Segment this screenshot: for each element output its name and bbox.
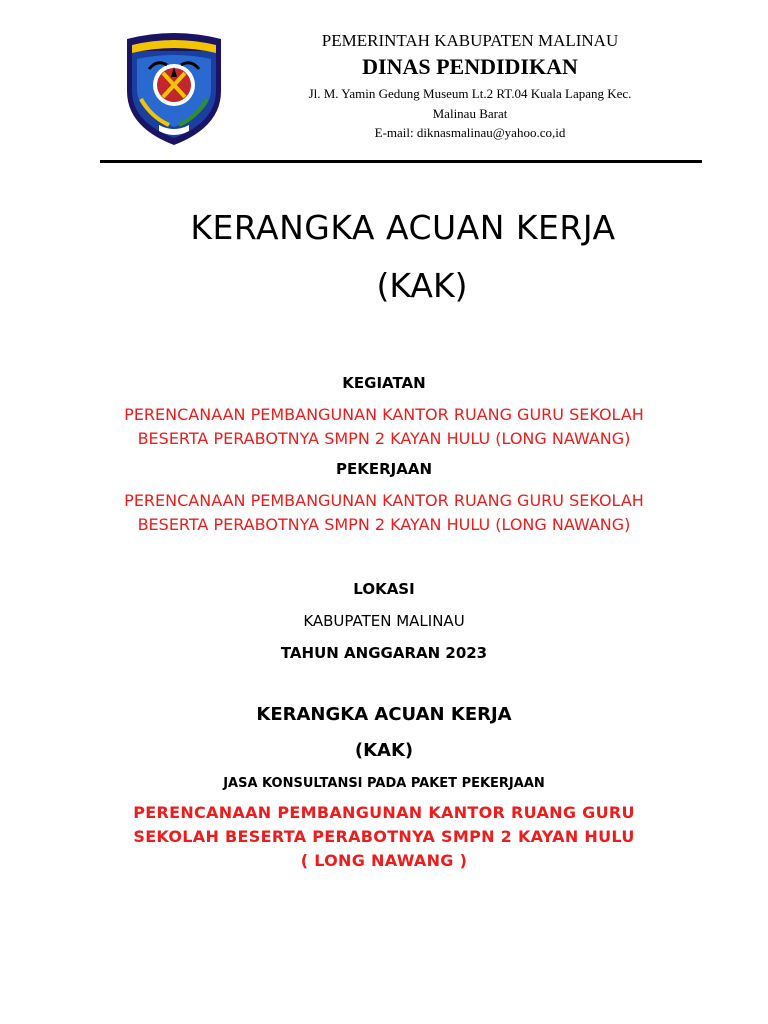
pekerjaan-text	[0, 489, 768, 537]
document-title-abbrev: (KAK)	[376, 266, 468, 305]
address	[250, 84, 690, 124]
paket-line-3: ( LONG NAWANG )	[300, 851, 468, 870]
kegiatan-line-1: PERENCANAAN PEMBANGUNAN KANTOR RUANG GURU SEKOLAH	[124, 405, 644, 424]
address-line-1: Jl. M. Yamin Gedung Museum Lt.2 RT.04 Kuala Lapang Kec.	[308, 86, 632, 101]
pekerjaan-label: PEKERJAAN	[335, 460, 432, 478]
government-name: PEMERINTAH KABUPATEN MALINAU	[321, 31, 619, 50]
pekerjaan-line-2: BESERTA PERABOTNYA SMPN 2 KAYAN HULU (LONG NAWANG)	[137, 515, 631, 534]
document-title: KERANGKA ACUAN KERJA	[190, 208, 616, 247]
kegiatan-label: KEGIATAN	[342, 374, 426, 392]
letterhead	[250, 30, 690, 141]
kak-heading: KERANGKA ACUAN KERJA	[256, 704, 512, 725]
paket-line-2: SEKOLAH BESERTA PERABOTNYA SMPN 2 KAYAN HULU	[133, 827, 635, 846]
lokasi-value: KABUPATEN MALINAU	[303, 612, 465, 630]
tahun-anggaran: TAHUN ANGGARAN 2023	[280, 644, 488, 662]
office-name: DINAS PENDIDIKAN	[362, 54, 578, 79]
kabupaten-malinau-emblem	[121, 29, 227, 147]
lokasi-label: LOKASI	[353, 580, 415, 598]
kegiatan-text	[0, 403, 768, 451]
address-line-2: Malinau Barat	[432, 106, 508, 121]
jasa-konsultansi-line: JASA KONSULTANSI PADA PAKET PEKERJAAN	[223, 776, 545, 791]
kegiatan-line-2: BESERTA PERABOTNYA SMPN 2 KAYAN HULU (LONG NAWANG)	[137, 429, 631, 448]
pekerjaan-line-1: PERENCANAAN PEMBANGUNAN KANTOR RUANG GURU SEKOLAH	[124, 491, 644, 510]
email-address: E-mail: diknasmalinau@yahoo.co,id	[374, 125, 566, 140]
paket-line-1: PERENCANAAN PEMBANGUNAN KANTOR RUANG GURU	[133, 803, 635, 822]
letterhead-divider	[100, 160, 702, 163]
paket-pekerjaan-title	[0, 801, 768, 873]
kak-abbrev: (KAK)	[354, 740, 414, 761]
